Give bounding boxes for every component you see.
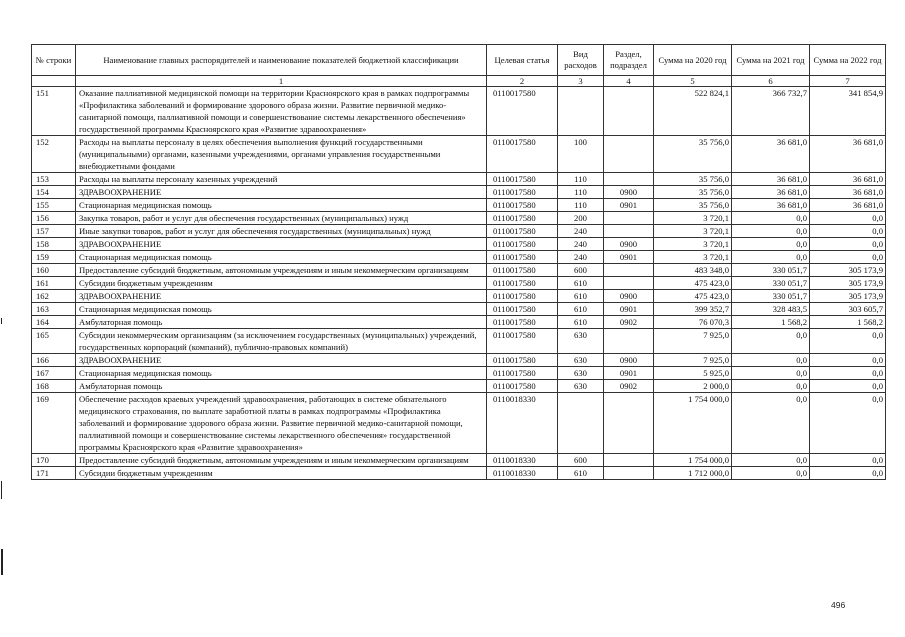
- row-section: 0901: [604, 199, 654, 212]
- header-target: Целевая статья: [487, 45, 558, 76]
- row-expense-type: [558, 393, 604, 454]
- column-number: 5: [654, 76, 732, 87]
- table-row: [32, 354, 886, 367]
- row-section: 0900: [604, 290, 654, 303]
- row-sum-2021: 0,0: [732, 367, 810, 380]
- row-number: 167: [32, 367, 76, 380]
- table-row: [32, 303, 886, 316]
- table-row: [32, 380, 886, 393]
- scan-mark-middle: [1, 481, 2, 499]
- row-section: 0901: [604, 251, 654, 264]
- row-section: [604, 277, 654, 290]
- row-target-article: 0110017580: [487, 173, 558, 186]
- header-section: Раздел, подраздел: [604, 45, 654, 76]
- header-sum-2022: Сумма на 2022 год: [810, 45, 886, 76]
- row-name: Стационарная медицинская помощь: [76, 367, 487, 380]
- row-expense-type: 240: [558, 238, 604, 251]
- row-sum-2022: 0,0: [810, 380, 886, 393]
- row-name: Субсидии бюджетным учреждениям: [76, 467, 487, 480]
- row-sum-2020: 475 423,0: [654, 277, 732, 290]
- row-section: [604, 393, 654, 454]
- table-row: [32, 173, 886, 186]
- row-sum-2021: 0,0: [732, 380, 810, 393]
- row-sum-2020: 35 756,0: [654, 136, 732, 173]
- row-name: Субсидии некоммерческим организациям (за исключением государственных (муниципальных) учреждений, государственных корпораций (компаний), публично-правовых компаний): [76, 329, 487, 354]
- row-sum-2022: 0,0: [810, 467, 886, 480]
- row-expense-type: 630: [558, 354, 604, 367]
- row-number: 162: [32, 290, 76, 303]
- row-sum-2021: 330 051,7: [732, 264, 810, 277]
- row-expense-type: 200: [558, 212, 604, 225]
- table-row: [32, 290, 886, 303]
- header-row: [32, 45, 886, 76]
- row-sum-2022: 0,0: [810, 393, 886, 454]
- row-sum-2022: 0,0: [810, 238, 886, 251]
- row-sum-2020: 35 756,0: [654, 199, 732, 212]
- table-row: [32, 199, 886, 212]
- row-name: Оказание паллиативной медицинской помощи на территории Красноярского края в рамках подпрограммы «Профилактика заболеваний и формирование здорового образа жизни. Развитие первичной медико-санитарной помощи, паллиативной помощи и совершенствование системы лекарственного обеспечения» государственной программы Красноярского края «Развитие здравоохранения»: [76, 87, 487, 136]
- row-section: [604, 173, 654, 186]
- row-sum-2021: 0,0: [732, 251, 810, 264]
- row-target-article: 0110017580: [487, 212, 558, 225]
- row-target-article: 0110017580: [487, 264, 558, 277]
- row-name: ЗДРАВООХРАНЕНИЕ: [76, 238, 487, 251]
- row-number: 171: [32, 467, 76, 480]
- row-name: Иные закупки товаров, работ и услуг для обеспечения государственных (муниципальных) нужд: [76, 225, 487, 238]
- row-expense-type: 630: [558, 367, 604, 380]
- header-name: Наименование главных распорядителей и наименование показателей бюджетной классификации: [76, 45, 487, 76]
- row-section: 0900: [604, 238, 654, 251]
- table-row: [32, 251, 886, 264]
- table-row: [32, 87, 886, 136]
- row-sum-2022: 0,0: [810, 225, 886, 238]
- row-sum-2022: 1 568,2: [810, 316, 886, 329]
- row-target-article: 0110017580: [487, 199, 558, 212]
- column-number: 4: [604, 76, 654, 87]
- row-name: ЗДРАВООХРАНЕНИЕ: [76, 290, 487, 303]
- row-sum-2020: 35 756,0: [654, 186, 732, 199]
- row-section: 0901: [604, 303, 654, 316]
- row-target-article: 0110017580: [487, 186, 558, 199]
- row-sum-2020: 2 000,0: [654, 380, 732, 393]
- row-target-article: 0110017580: [487, 225, 558, 238]
- row-name: Стационарная медицинская помощь: [76, 251, 487, 264]
- row-number: 165: [32, 329, 76, 354]
- row-target-article: 0110017580: [487, 329, 558, 354]
- row-section: [604, 225, 654, 238]
- row-sum-2020: 3 720,1: [654, 225, 732, 238]
- row-target-article: 0110017580: [487, 380, 558, 393]
- row-sum-2020: 3 720,1: [654, 251, 732, 264]
- row-sum-2021: 0,0: [732, 238, 810, 251]
- row-sum-2020: 1 754 000,0: [654, 393, 732, 454]
- row-sum-2021: 36 681,0: [732, 186, 810, 199]
- row-sum-2021: 0,0: [732, 467, 810, 480]
- row-sum-2021: 0,0: [732, 225, 810, 238]
- row-name: Расходы на выплаты персоналу в целях обеспечения выполнения функций государственными (муниципальными) органами, казенными учреждениями, органами управления государственными внебюджетными фондами: [76, 136, 487, 173]
- row-sum-2021: 328 483,5: [732, 303, 810, 316]
- row-expense-type: 630: [558, 329, 604, 354]
- row-number: 170: [32, 454, 76, 467]
- table-body: [32, 87, 886, 480]
- row-section: 0901: [604, 367, 654, 380]
- row-name: Амбулаторная помощь: [76, 380, 487, 393]
- row-name: Субсидии бюджетным учреждениям: [76, 277, 487, 290]
- row-section: [604, 212, 654, 225]
- row-section: [604, 329, 654, 354]
- row-section: 0900: [604, 186, 654, 199]
- row-section: [604, 136, 654, 173]
- column-number: 7: [810, 76, 886, 87]
- row-sum-2022: 303 605,7: [810, 303, 886, 316]
- row-name: Расходы на выплаты персоналу казенных учреждений: [76, 173, 487, 186]
- row-sum-2020: 3 720,1: [654, 212, 732, 225]
- row-expense-type: 610: [558, 467, 604, 480]
- row-sum-2021: 366 732,7: [732, 87, 810, 136]
- row-sum-2022: 305 173,9: [810, 290, 886, 303]
- row-target-article: 0110018330: [487, 454, 558, 467]
- row-sum-2020: 483 348,0: [654, 264, 732, 277]
- header-expense-type: Вид расходов: [558, 45, 604, 76]
- header-row-no: № строки: [32, 45, 76, 76]
- row-sum-2022: 36 681,0: [810, 186, 886, 199]
- row-expense-type: 110: [558, 199, 604, 212]
- row-expense-type: 600: [558, 264, 604, 277]
- row-number: 152: [32, 136, 76, 173]
- page-number: 496: [831, 600, 846, 610]
- row-sum-2021: 36 681,0: [732, 173, 810, 186]
- row-name: Стационарная медицинская помощь: [76, 303, 487, 316]
- column-number: 2: [487, 76, 558, 87]
- row-expense-type: 240: [558, 225, 604, 238]
- row-sum-2020: 522 824,1: [654, 87, 732, 136]
- row-name: Обеспечение расходов краевых учреждений здравоохранения, работающих в системе обязательного медицинского страхования, по выплате заработной платы в рамках подпрограммы «Профилактика заболеваний и формирование здорового образа жизни. Развитие первичной медико-санитарной помощи, паллиативной помощи и совершенствование системы лекарственного обеспечения» государственной программы Красноярского края «Развитие здравоохранения»: [76, 393, 487, 454]
- row-sum-2020: 35 756,0: [654, 173, 732, 186]
- row-section: [604, 87, 654, 136]
- row-name: Закупка товаров, работ и услуг для обеспечения государственных (муниципальных) нужд: [76, 212, 487, 225]
- table-row: [32, 329, 886, 354]
- row-sum-2020: 5 925,0: [654, 367, 732, 380]
- row-number: 156: [32, 212, 76, 225]
- row-sum-2022: 341 854,9: [810, 87, 886, 136]
- column-number: 3: [558, 76, 604, 87]
- column-number: [32, 76, 76, 87]
- row-sum-2020: 399 352,7: [654, 303, 732, 316]
- row-section: 0900: [604, 354, 654, 367]
- row-number: 159: [32, 251, 76, 264]
- row-sum-2021: 0,0: [732, 454, 810, 467]
- row-expense-type: 110: [558, 186, 604, 199]
- row-name: Предоставление субсидий бюджетным, автономным учреждениям и иным некоммерческим организациям: [76, 264, 487, 277]
- table-row: [32, 212, 886, 225]
- row-sum-2022: 36 681,0: [810, 136, 886, 173]
- table-row: [32, 186, 886, 199]
- table-row: [32, 136, 886, 173]
- row-sum-2021: 0,0: [732, 393, 810, 454]
- table-row: [32, 454, 886, 467]
- row-section: 0902: [604, 316, 654, 329]
- row-sum-2021: 1 568,2: [732, 316, 810, 329]
- row-expense-type: 240: [558, 251, 604, 264]
- row-expense-type: 610: [558, 290, 604, 303]
- row-sum-2022: 0,0: [810, 367, 886, 380]
- row-target-article: 0110017580: [487, 87, 558, 136]
- budget-sheet: [31, 44, 885, 480]
- row-sum-2021: 0,0: [732, 329, 810, 354]
- row-sum-2022: 0,0: [810, 251, 886, 264]
- row-number: 168: [32, 380, 76, 393]
- row-sum-2021: 330 051,7: [732, 277, 810, 290]
- row-expense-type: 100: [558, 136, 604, 173]
- table-row: [32, 367, 886, 380]
- row-expense-type: 610: [558, 316, 604, 329]
- row-target-article: 0110018330: [487, 393, 558, 454]
- table-row: [32, 238, 886, 251]
- row-expense-type: 110: [558, 173, 604, 186]
- row-section: [604, 467, 654, 480]
- row-sum-2022: 0,0: [810, 329, 886, 354]
- row-sum-2021: 36 681,0: [732, 136, 810, 173]
- row-section: [604, 264, 654, 277]
- row-sum-2022: 305 173,9: [810, 264, 886, 277]
- row-sum-2020: 1 754 000,0: [654, 454, 732, 467]
- row-sum-2022: 36 681,0: [810, 173, 886, 186]
- column-number: 6: [732, 76, 810, 87]
- row-sum-2022: 0,0: [810, 454, 886, 467]
- row-number: 161: [32, 277, 76, 290]
- row-target-article: 0110017580: [487, 367, 558, 380]
- row-target-article: 0110017580: [487, 277, 558, 290]
- row-expense-type: 630: [558, 380, 604, 393]
- row-number: 155: [32, 199, 76, 212]
- row-expense-type: [558, 87, 604, 136]
- row-number: 153: [32, 173, 76, 186]
- row-number: 163: [32, 303, 76, 316]
- row-target-article: 0110017580: [487, 354, 558, 367]
- row-name: ЗДРАВООХРАНЕНИЕ: [76, 354, 487, 367]
- row-number: 169: [32, 393, 76, 454]
- table-row: [32, 393, 886, 454]
- row-expense-type: 610: [558, 277, 604, 290]
- row-section: 0902: [604, 380, 654, 393]
- row-sum-2022: 36 681,0: [810, 199, 886, 212]
- row-number: 151: [32, 87, 76, 136]
- row-sum-2021: 0,0: [732, 212, 810, 225]
- row-section: [604, 454, 654, 467]
- table-row: [32, 316, 886, 329]
- table-row: [32, 264, 886, 277]
- row-sum-2021: 0,0: [732, 354, 810, 367]
- row-name: Предоставление субсидий бюджетным, автономным учреждениям и иным некоммерческим организациям: [76, 454, 487, 467]
- row-sum-2021: 330 051,7: [732, 290, 810, 303]
- row-sum-2022: 305 173,9: [810, 277, 886, 290]
- scan-mark-top: [1, 318, 2, 324]
- scan-mark-bottom: [1, 549, 3, 575]
- row-sum-2020: 475 423,0: [654, 290, 732, 303]
- column-number-row: [32, 76, 886, 87]
- table-row: [32, 225, 886, 238]
- row-expense-type: 600: [558, 454, 604, 467]
- row-sum-2022: 0,0: [810, 212, 886, 225]
- header-sum-2020: Сумма на 2020 год: [654, 45, 732, 76]
- budget-table: [31, 44, 886, 480]
- row-number: 157: [32, 225, 76, 238]
- row-sum-2022: 0,0: [810, 354, 886, 367]
- column-number: 1: [76, 76, 487, 87]
- row-name: Амбулаторная помощь: [76, 316, 487, 329]
- row-sum-2020: 76 070,3: [654, 316, 732, 329]
- row-sum-2021: 36 681,0: [732, 199, 810, 212]
- row-number: 166: [32, 354, 76, 367]
- header-sum-2021: Сумма на 2021 год: [732, 45, 810, 76]
- row-target-article: 0110017580: [487, 251, 558, 264]
- table-row: [32, 467, 886, 480]
- row-sum-2020: 1 712 000,0: [654, 467, 732, 480]
- row-name: Стационарная медицинская помощь: [76, 199, 487, 212]
- row-expense-type: 610: [558, 303, 604, 316]
- row-sum-2020: 7 925,0: [654, 354, 732, 367]
- row-number: 158: [32, 238, 76, 251]
- row-number: 154: [32, 186, 76, 199]
- row-number: 164: [32, 316, 76, 329]
- row-sum-2020: 3 720,1: [654, 238, 732, 251]
- row-target-article: 0110018330: [487, 467, 558, 480]
- row-target-article: 0110017580: [487, 316, 558, 329]
- table-row: [32, 277, 886, 290]
- row-target-article: 0110017580: [487, 136, 558, 173]
- row-target-article: 0110017580: [487, 238, 558, 251]
- row-target-article: 0110017580: [487, 303, 558, 316]
- row-number: 160: [32, 264, 76, 277]
- row-target-article: 0110017580: [487, 290, 558, 303]
- row-name: ЗДРАВООХРАНЕНИЕ: [76, 186, 487, 199]
- row-sum-2020: 7 925,0: [654, 329, 732, 354]
